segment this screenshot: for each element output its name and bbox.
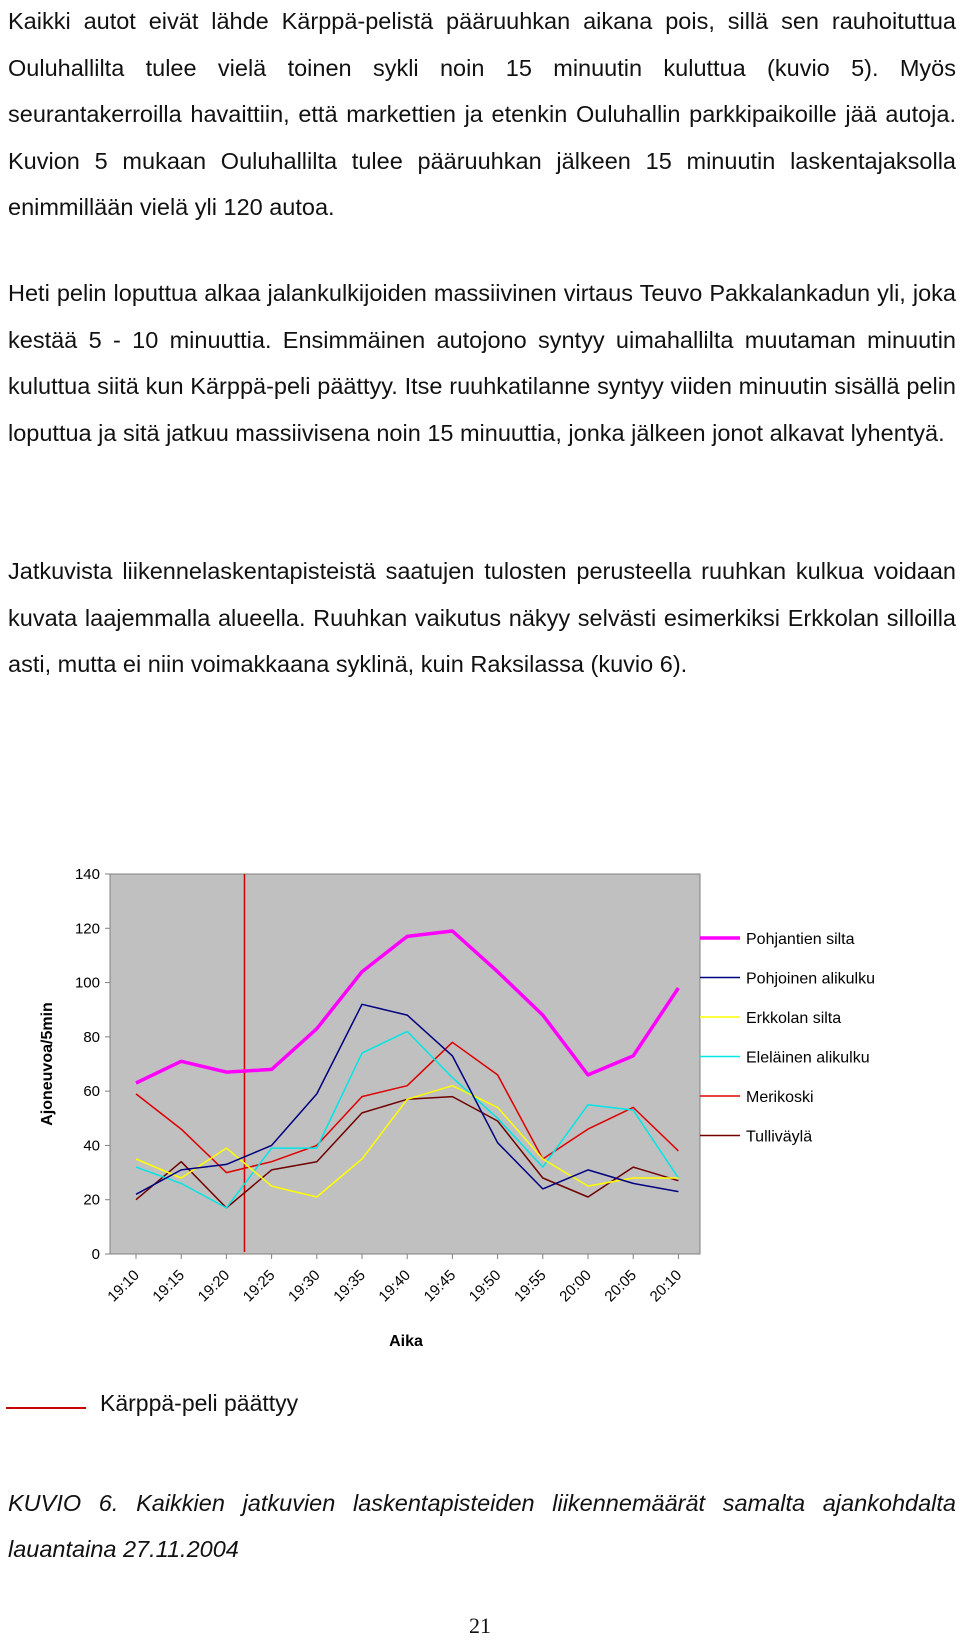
x-tick-label: 19:40 bbox=[375, 1266, 415, 1306]
y-tick-label: 140 bbox=[74, 866, 100, 883]
x-tick-label: 20:10 bbox=[646, 1266, 686, 1306]
y-tick-label: 20 bbox=[83, 1191, 100, 1209]
paragraph-2: Heti pelin loputtua alkaa jalankulkijoiden massiivinen virtaus Teuvo Pakkalankadun yli, joka kestää 5 - 10 minuuttia. Ensimmäinen autojono syntyy uimahallilta muutaman minuutin kuluttua siitä kun Kärppä-peli päättyy. Itse ruuhkatilanne syntyy viiden minuutin sisällä pelin loputtua ja sitä jatkuu massiivisena noin 15 minuuttia, jonka jälkeen jonot alkavat lyhentyä. bbox=[8, 280, 956, 446]
y-tick-label: 40 bbox=[83, 1137, 100, 1155]
legend-label: Pohjantien silta bbox=[746, 931, 855, 948]
figure-caption: KUVIO 6. Kaikkien jatkuvien laskentapisteiden liikennemäärät samalta ajankohdalta lauantaina 27.11.2004 bbox=[8, 1490, 956, 1562]
x-tick-label: 20:00 bbox=[556, 1266, 595, 1306]
y-tick-label: 60 bbox=[83, 1083, 100, 1101]
x-tick-label: 20:05 bbox=[601, 1266, 641, 1306]
marker-legend-label: Kärppä-peli päättyy bbox=[100, 1390, 299, 1416]
x-tick-label: 19:10 bbox=[104, 1266, 143, 1306]
y-tick-label: 100 bbox=[74, 974, 100, 992]
legend-label: Eleläinen alikulku bbox=[746, 1049, 870, 1067]
legend-label: Tulliväylä bbox=[746, 1128, 813, 1146]
page-number: 21 bbox=[469, 1613, 491, 1638]
paragraph-3: Jatkuvista liikennelaskentapisteistä saatujen tulosten perusteella ruuhkan kulkua voidaan kuvata laajemmalla alueella. Ruuhkan vaikutus näkyy selvästi esimerkiksi Erkkolan silloilla asti, mutta ei niin voimakkaana syklinä, kuin Raksilassa (kuvio 6). bbox=[8, 558, 956, 677]
legend-label: Pohjoinen alikulku bbox=[746, 970, 875, 988]
x-tick-label: 19:55 bbox=[511, 1266, 550, 1306]
paragraph-1: Kaikki autot eivät lähde Kärppä-pelistä pääruuhkan aikana pois, sillä sen rauhoituttua Ouluhallilta tulee vielä toinen sykli noin 15 minuutin kuluttua (kuvio 5). Myös seurantakerroilla havaittiin, että markettien ja etenkin Ouluhallin parkkipaikoille jää autoja. Kuvion 5 mukaan Ouluhallilta tulee pääruuhkan jälkeen 15 minuutin laskentajaksolla enimmillään vielä yli 120 autoa. bbox=[8, 8, 956, 220]
x-tick-label: 19:15 bbox=[149, 1266, 189, 1306]
x-axis-ticks bbox=[104, 1254, 685, 1305]
y-tick-label: 80 bbox=[83, 1028, 100, 1046]
x-axis-title: Aika bbox=[389, 1333, 423, 1350]
legend-label: Merikoski bbox=[746, 1089, 814, 1106]
y-tick-label: 120 bbox=[74, 920, 100, 938]
legend bbox=[700, 931, 875, 1146]
x-tick-label: 19:35 bbox=[330, 1266, 369, 1306]
x-tick-label: 19:45 bbox=[420, 1266, 460, 1306]
x-tick-label: 19:25 bbox=[239, 1266, 279, 1306]
traffic-chart bbox=[0, 850, 960, 1370]
marker-legend-line bbox=[6, 1407, 86, 1409]
y-axis-title: Ajoneuvoa/5min bbox=[39, 1002, 56, 1126]
x-tick-label: 19:20 bbox=[194, 1266, 234, 1306]
x-tick-label: 19:30 bbox=[285, 1266, 324, 1306]
x-tick-label: 19:50 bbox=[465, 1266, 505, 1306]
legend-label: Erkkolan silta bbox=[746, 1010, 842, 1027]
y-axis-ticks bbox=[75, 866, 110, 1263]
y-tick-label: 0 bbox=[91, 1246, 100, 1263]
